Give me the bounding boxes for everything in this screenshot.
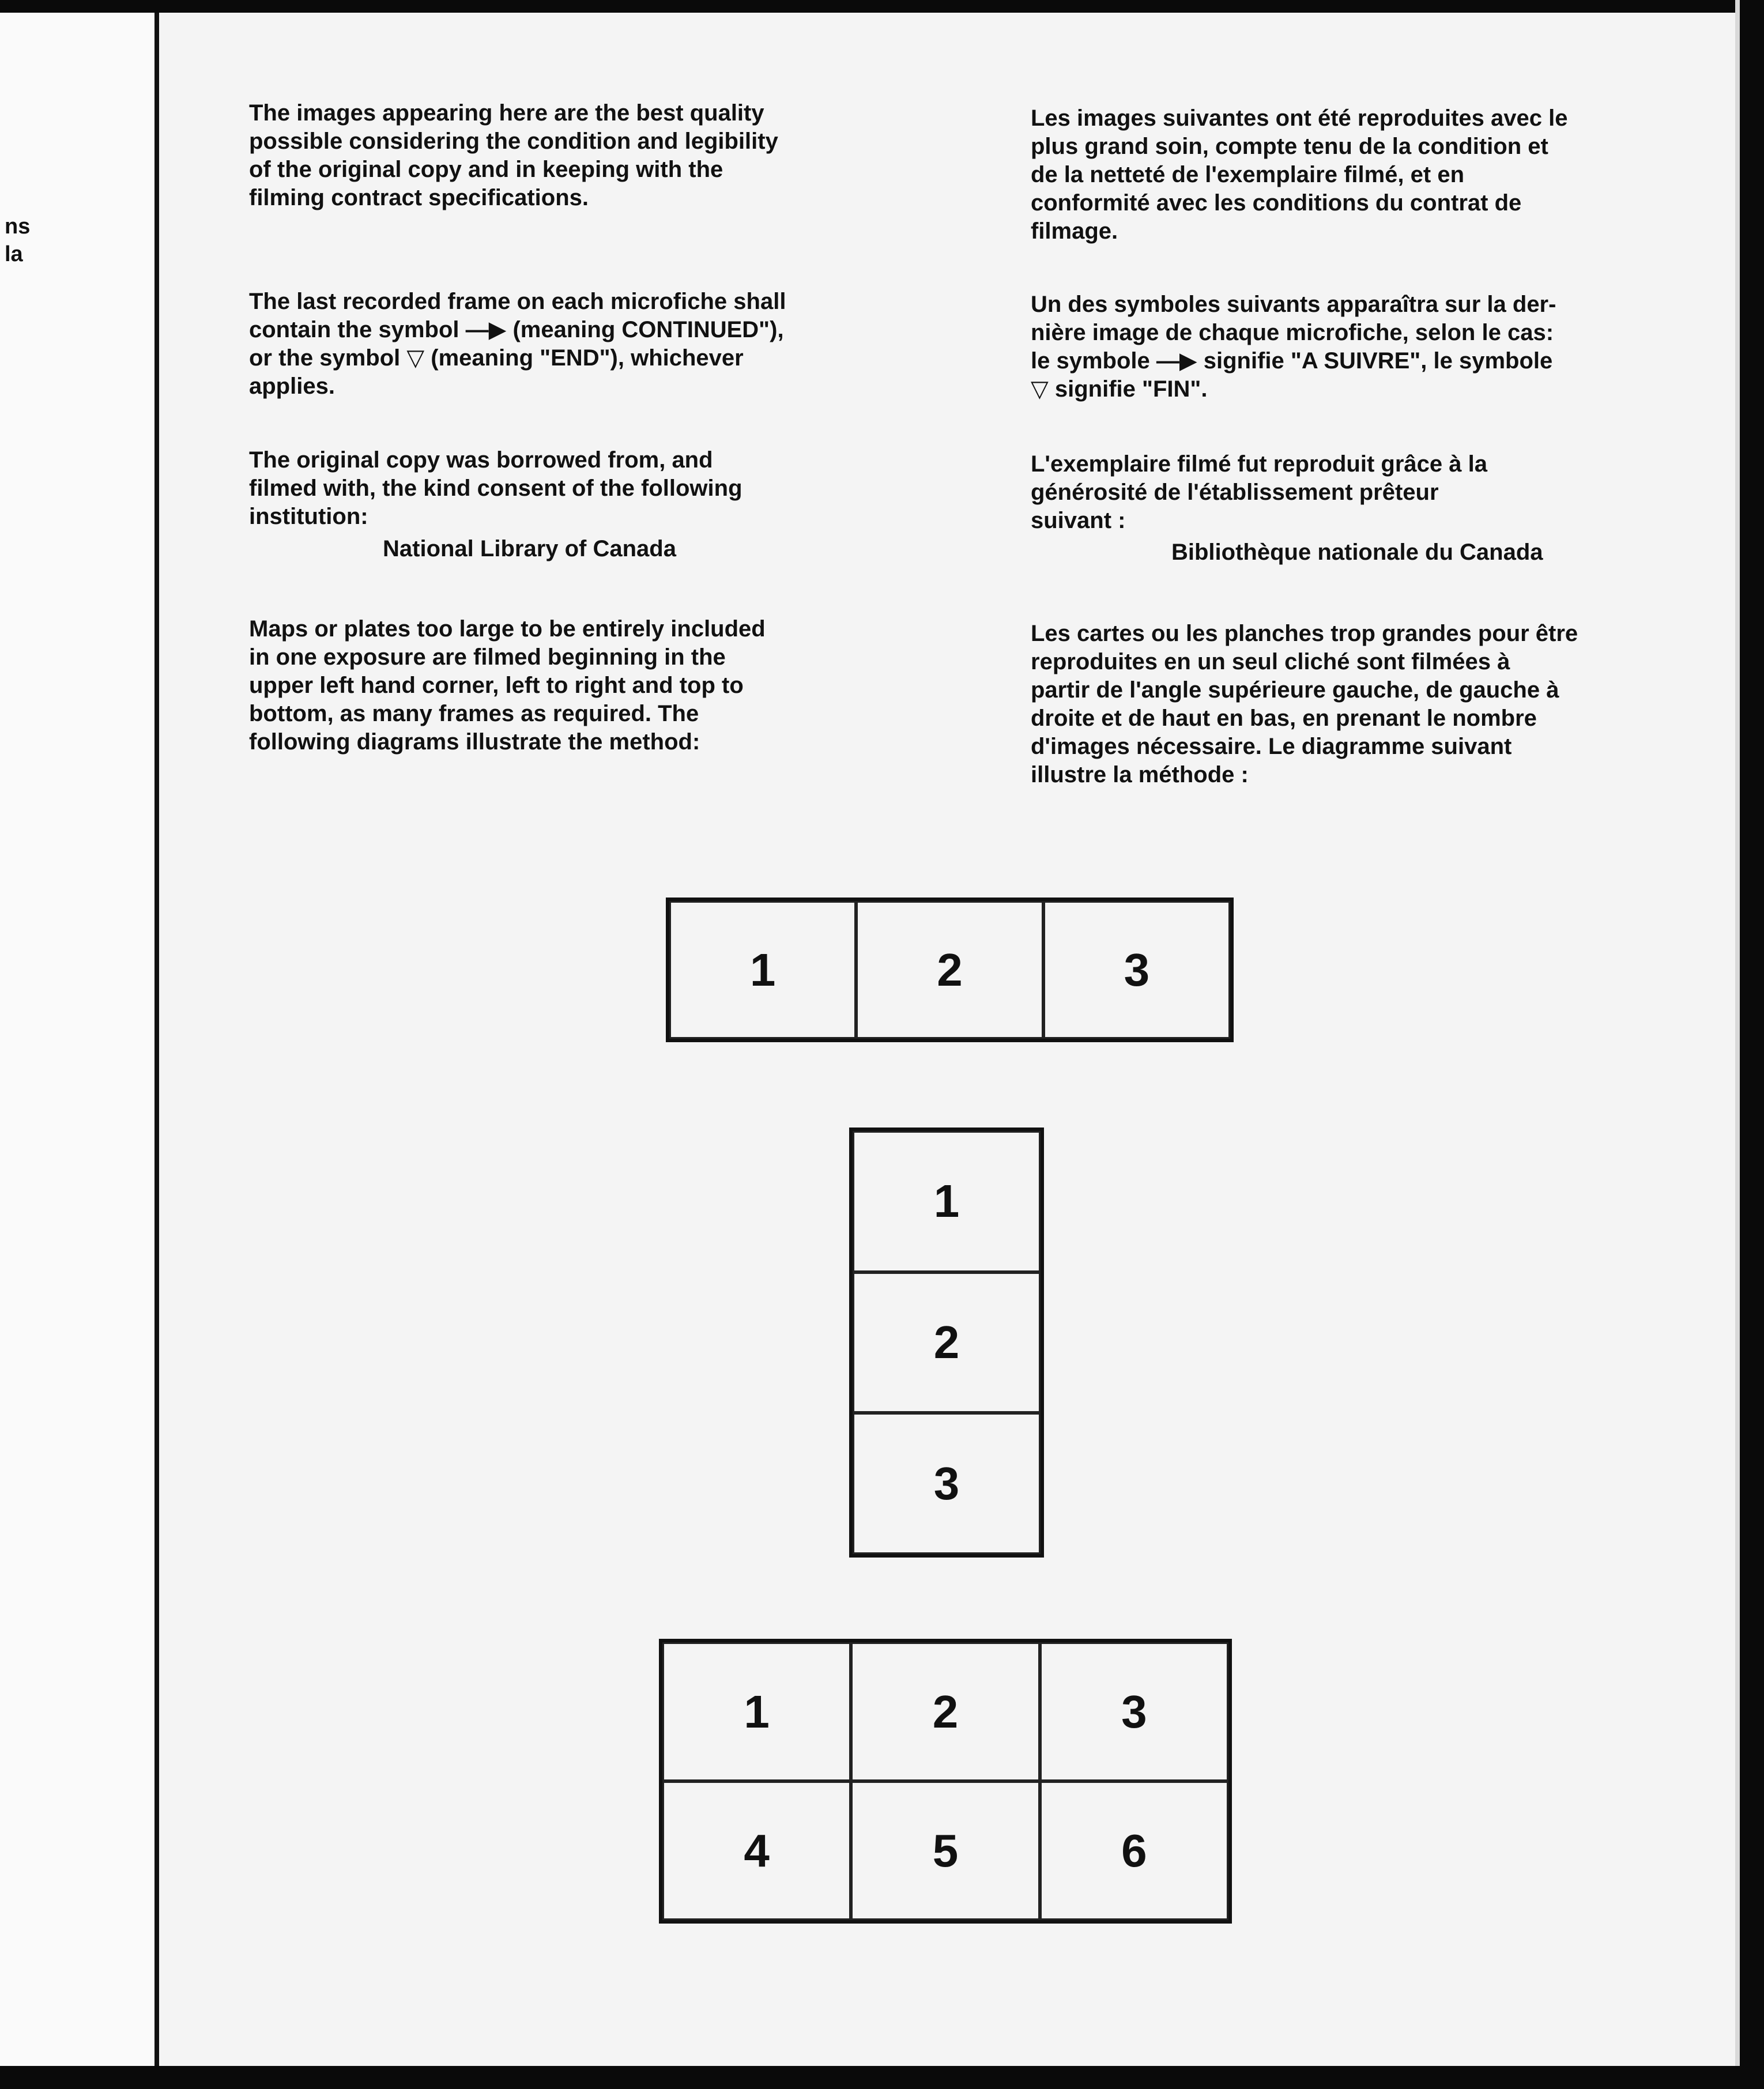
french-paragraph-quality: Les images suivantes ont été reproduites avec le plus grand soin, compte tenu de la condition et de la netteté de l'exemplaire filmé, et en conformité avec les conditions du contrat de filmage. bbox=[1031, 105, 1568, 244]
frame-cell: 6 bbox=[1040, 1781, 1228, 1920]
english-paragraph-quality: The images appearing here are the best quality possible considering the condition and legibility of the original copy and in keeping with the filming contract specifications. bbox=[249, 100, 778, 210]
diagram-vertical-frames bbox=[849, 1128, 1044, 1558]
frame-cell: 5 bbox=[851, 1781, 1039, 1920]
bottom-frame-border bbox=[0, 2066, 1764, 2089]
left-page-margin bbox=[0, 0, 159, 2089]
frame-cell: 3 bbox=[1040, 1642, 1228, 1781]
frame-cell: 3 bbox=[1043, 901, 1230, 1039]
english-paragraph-maps: Maps or plates too large to be entirely included in one exposure are filmed beginning in the upper left hand corner, left to right and top to bottom, as many frames as required. The following diagrams illustrate the method: bbox=[249, 616, 766, 755]
english-institution-name: National Library of Canada bbox=[383, 536, 676, 561]
margin-fragment-1: ns bbox=[5, 214, 31, 239]
frame-cell: 1 bbox=[853, 1131, 1041, 1272]
french-institution-name: Bibliothèque nationale du Canada bbox=[1171, 540, 1543, 565]
frame-cell: 2 bbox=[853, 1272, 1041, 1413]
diagram-grid-frames bbox=[659, 1639, 1232, 1924]
french-paragraph-maps: Les cartes ou les planches trop grandes pour être reproduites en un seul cliché sont filmées à partir de l'angle supérieure gauche, de gauche à droite et de haut en bas, en prenant le nombre d'images nécessaire. Le diagramme suivant illustre la méthode : bbox=[1031, 621, 1578, 787]
frame-cell: 3 bbox=[853, 1413, 1041, 1554]
margin-fragment-2: la bbox=[5, 242, 23, 266]
frame-cell: 1 bbox=[662, 1642, 851, 1781]
top-frame-border bbox=[0, 0, 1764, 13]
frame-cell: 4 bbox=[662, 1781, 851, 1920]
english-paragraph-source: The original copy was borrowed from, and filmed with, the kind consent of the following institution: bbox=[249, 447, 742, 529]
frame-cell: 2 bbox=[856, 901, 1043, 1039]
frame-cell: 2 bbox=[851, 1642, 1039, 1781]
english-paragraph-symbols: The last recorded frame on each microfiche shall contain the symbol —▶ (meaning CONTINUED"), or the symbol ▽ (meaning "END"), whichever applies. bbox=[249, 289, 786, 399]
french-paragraph-symbols: Un des symboles suivants apparaîtra sur la der- nière image de chaque microfiche, selon le cas: le symbole —▶ signifie "A SUIVRE", le symbole ▽ signifie "FIN". bbox=[1031, 292, 1556, 402]
french-paragraph-source: L'exemplaire filmé fut reproduit grâce à la générosité de l'établissement prêteur suivant : bbox=[1031, 451, 1487, 533]
right-frame-inner-edge bbox=[1735, 0, 1740, 2075]
left-page-edge bbox=[154, 0, 159, 2075]
frame-cell: 1 bbox=[669, 901, 856, 1039]
diagram-horizontal-frames bbox=[666, 898, 1234, 1042]
